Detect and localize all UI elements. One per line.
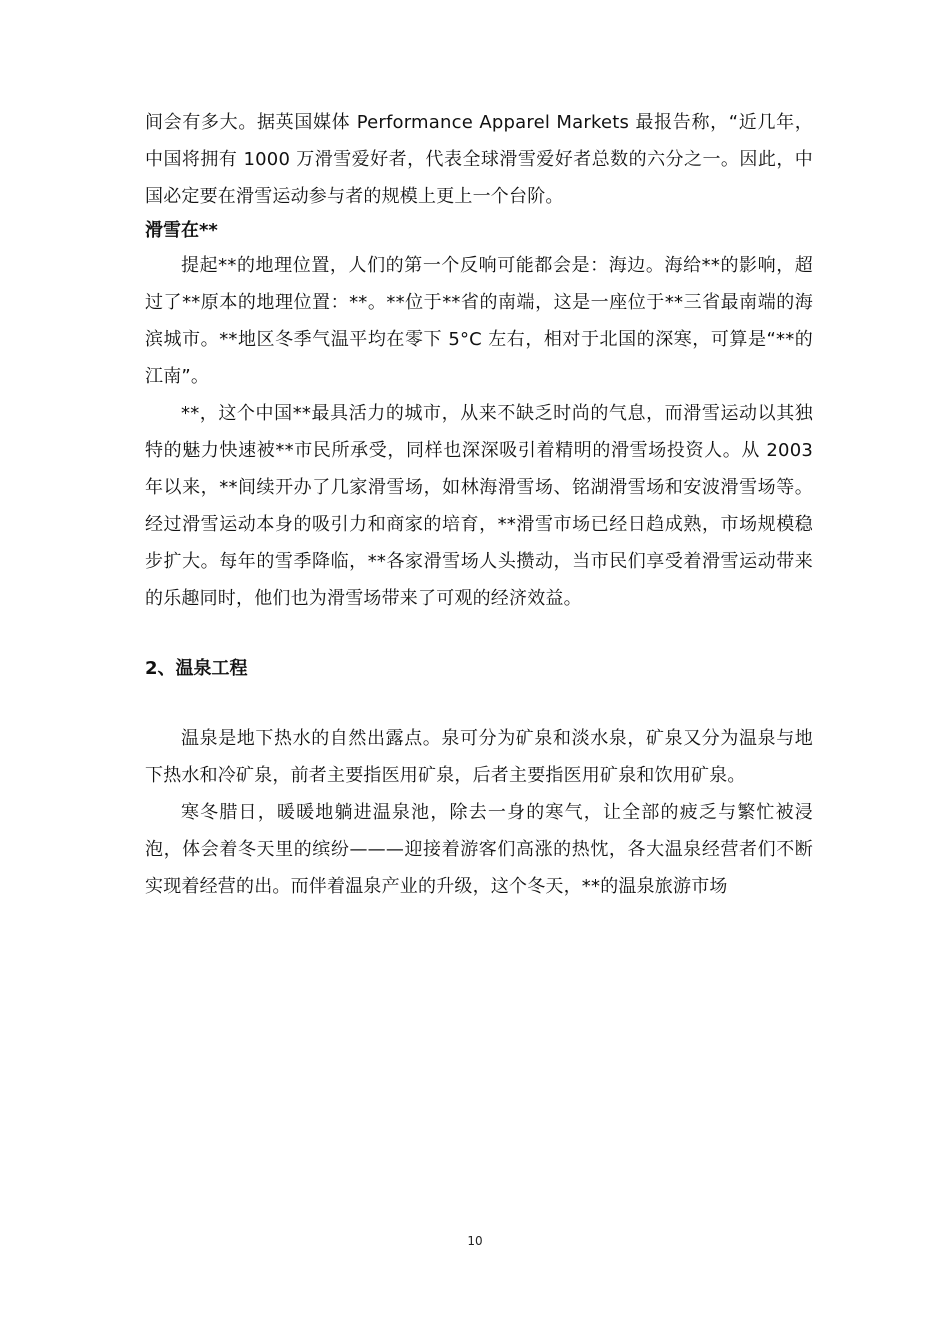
document-body xyxy=(145,104,813,905)
paragraph-ski-market-intro: 间会有多大。据英国媒体 Performance Apparel Markets 最报告称，“近几年，中国将拥有 1000 万滑雪爱好者，代表全球滑雪爱好者总数的六分之一。因此，中国必定要在滑雪运动参与者的规模上更上一个台阶。 xyxy=(145,112,813,207)
paragraph-ski-resorts: **，这个中国**最具活力的城市，从来不缺乏时尚的气息，而滑雪运动以其独特的魅力快速被**市民所承受，同样也深深吸引着精明的滑雪场投资人。从 2003 年以来，**间续开办了几家滑雪场，如林海滑雪场、铭湖滑雪场和安波滑雪场等。经过滑雪运动本身的吸引力和商家的培育，**滑雪市场已经日趋成熟，市场规模稳步扩大。每年的雪季降临，**各家滑雪场人头攒动，当市民们享受着滑雪运动带来的乐趣同时，他们也为滑雪场带来了可观的经济效益。 xyxy=(145,403,813,609)
page-number: 10 xyxy=(467,1234,483,1248)
subheading-skiing: 滑雪在** xyxy=(145,220,218,241)
paragraph-hot-spring-market: 寒冬腊日，暖暖地躺进温泉池，除去一身的寒气，让全部的疲乏与繁忙被浸泡，体会着冬天里的缤纷———迎接着游客们高涨的热忱，各大温泉经营者们不断实现着经营的出。而伴着温泉产业的升级，这个冬天，**的温泉旅游市场 xyxy=(145,802,813,897)
section-heading-hot-spring: 2、温泉工程 xyxy=(145,658,248,679)
paragraph-hot-spring-definition: 温泉是地下热水的自然出露点。泉可分为矿泉和淡水泉，矿泉又分为温泉与地下热水和冷矿泉，前者主要指医用矿泉，后者主要指医用矿泉和饮用矿泉。 xyxy=(145,728,813,786)
paragraph-geography: 提起**的地理位置，人们的第一个反响可能都会是：海边。海给**的影响，超过了**原本的地理位置：**。**位于**省的南端，这是一座位于**三省最南端的海滨城市。**地区冬季气温平均在零下 5°C 左右，相对于北国的深寒，可算是“**的江南”。 xyxy=(145,255,813,387)
